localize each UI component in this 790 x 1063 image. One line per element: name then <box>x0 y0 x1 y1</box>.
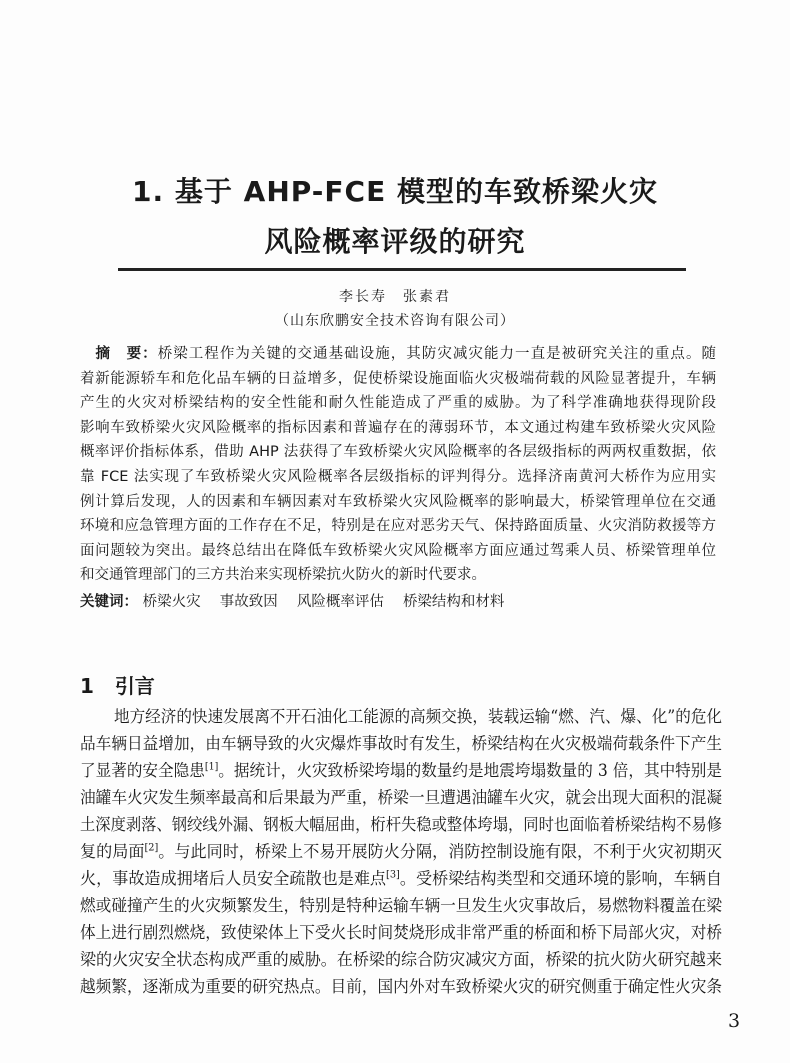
citation: [1] <box>204 761 219 773</box>
citation: [2] <box>144 842 159 854</box>
keyword: 风险概率评估 <box>296 594 384 610</box>
body-line: 品车辆日益增加，由车辆导致的火灾爆炸事故时有发生，桥梁结构在火灾极端荷载条件下产生 <box>80 734 722 753</box>
title-rule <box>118 268 686 271</box>
body-line: 复的局面[2]。与此同时，桥梁上不易开展防火分隔，消防控制设施有限，不利于火灾初期灭 <box>80 842 723 861</box>
section-title: 引言 <box>114 674 155 698</box>
abstract-line: 面问题较为突出。最终总结出在降低车致桥梁火灾风险概率方面应通过驾乘人员、桥梁管理单位 <box>80 542 716 559</box>
page-number: 3 <box>728 1010 741 1032</box>
body-line: 燃或碰撞产生的火灾频繁发生，特别是特种运输车辆一旦发生火灾事故后，易燃物料覆盖在梁 <box>80 896 722 915</box>
body-line: 梁的火灾安全状态构成严重的威胁。在桥梁的综合防灾减灾方面，桥梁的抗火防火研究越来 <box>80 950 722 969</box>
abstract-line: 和交通管理部门的三方共治来实现桥梁抗火防火的新时代要求。 <box>80 567 486 584</box>
abstract-line: 影响车致桥梁火灾风险概率的指标因素和普遍存在的薄弱环节，本文通过构建车致桥梁火灾风险 <box>80 419 716 436</box>
body-line: 火，事故造成拥堵后人员安全疏散也是难点[3]。受桥梁结构类型和交通环境的影响，车辆自 <box>80 869 723 888</box>
abstract-line: 例计算后发现，人的因素和车辆因素对车致桥梁火灾风险概率的影响最大，桥梁管理单位在交通 <box>80 493 716 510</box>
keyword: 桥梁火灾 <box>142 594 201 610</box>
keyword: 桥梁结构和材料 <box>402 594 505 610</box>
abstract-line: 产生的火灾对桥梁结构的安全性能和耐久性能造成了严重的威胁。为了科学准确地获得现阶段 <box>80 395 716 412</box>
section-number: 1 <box>80 674 94 698</box>
authors: 李长寿 张素君 <box>339 289 451 305</box>
body-line: 了显著的安全隐患[1]。据统计，火灾致桥梁垮塌的数量约是地震垮塌数量的 3 倍，其中特别是 <box>80 761 723 780</box>
affiliation: （山东欣鹏安全技术咨询有限公司） <box>275 313 515 329</box>
abstract-line: 环境和应急管理方面的工作存在不足，特别是在应对恶劣天气、保持路面质量、火灾消防救援等方 <box>80 518 716 535</box>
abstract-line: 摘 要：桥梁工程作为关键的交通基础设施，其防灾减灾能力一直是被研究关注的重点。随 <box>80 346 716 362</box>
abstract-line: 概率评价指标体系，借助 AHP 法获得了车致桥梁火灾风险概率的各层级指标的两两权重数据，依 <box>80 444 716 461</box>
title-line-1: 1. 基于 AHP-FCE 模型的车致桥梁火灾 <box>132 175 658 208</box>
body-line: 体上进行剧烈燃烧，致使梁体上下受火长时间焚烧形成非常严重的桥面和桥下局部火灾，对桥 <box>80 923 722 942</box>
section-heading <box>80 670 155 699</box>
body-line: 土深度剥落、钢绞线外漏、钢板大幅屈曲，桁杆失稳或整体垮塌，同时也面临着桥梁结构不易修 <box>80 815 722 834</box>
citation: [3] <box>386 869 400 881</box>
body-line: 地方经济的快速发展离不开石油化工能源的高频交换，装载运输“燃、汽、爆、化”的危化 <box>114 707 722 726</box>
body-line: 油罐车火灾发生频率最高和后果最为严重，桥梁一旦遭遇油罐车火灾，就会出现大面积的混凝 <box>80 788 722 807</box>
abstract-line: 靠 FCE 法实现了车致桥梁火灾风险概率各层级指标的评判得分。选择济南黄河大桥作为应用实 <box>80 469 716 485</box>
keywords <box>80 594 716 611</box>
keywords-label: 关键词： <box>80 594 138 610</box>
abstract-label: 摘 要： <box>80 346 158 362</box>
keyword: 事故致因 <box>219 594 278 610</box>
abstract-line: 着新能源轿车和危化品车辆的日益增多，促使桥梁设施面临火灾极端荷载的风险显著提升，车辆 <box>80 370 716 387</box>
body-line: 越频繁，逐渐成为重要的研究热点。目前，国内外对车致桥梁火灾的研究侧重于确定性火灾条 <box>80 977 722 996</box>
title-line-2: 风险概率评级的研究 <box>264 225 526 258</box>
